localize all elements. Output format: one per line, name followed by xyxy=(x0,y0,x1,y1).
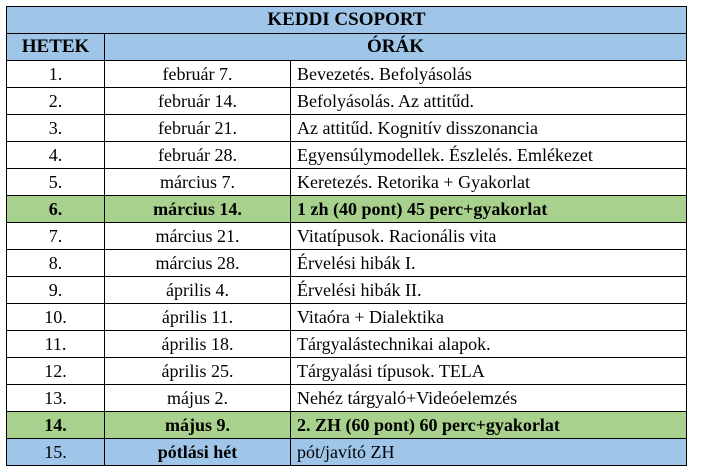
class-topic: Befolyásolás. Az attitűd. xyxy=(291,88,687,115)
table-row xyxy=(7,142,687,169)
week-number: 8. xyxy=(7,250,105,277)
table-row xyxy=(7,277,687,304)
table-row xyxy=(7,331,687,358)
header-row xyxy=(7,34,687,61)
class-date: február 28. xyxy=(105,142,291,169)
table-title: KEDDI CSOPORT xyxy=(7,7,687,34)
class-topic: 1 zh (40 pont) 45 perc+gyakorlat xyxy=(291,196,687,223)
class-date: április 18. xyxy=(105,331,291,358)
class-topic: Nehéz tárgyaló+Videóelemzés xyxy=(291,385,687,412)
class-date: február 14. xyxy=(105,88,291,115)
class-date: március 14. xyxy=(105,196,291,223)
table-row xyxy=(7,358,687,385)
classes-column-header: ÓRÁK xyxy=(105,34,687,61)
class-date: március 21. xyxy=(105,223,291,250)
class-date: május 2. xyxy=(105,385,291,412)
table-row xyxy=(7,385,687,412)
week-number: 11. xyxy=(7,331,105,358)
week-number: 2. xyxy=(7,88,105,115)
title-row xyxy=(7,7,687,34)
class-topic: Az attitűd. Kognitív disszonancia xyxy=(291,115,687,142)
week-number: 9. xyxy=(7,277,105,304)
class-topic: Érvelési hibák II. xyxy=(291,277,687,304)
week-number: 7. xyxy=(7,223,105,250)
week-number: 4. xyxy=(7,142,105,169)
table-row xyxy=(7,88,687,115)
table-row xyxy=(7,169,687,196)
week-column-header: HETEK xyxy=(7,34,105,61)
table-row xyxy=(7,61,687,88)
class-date: február 21. xyxy=(105,115,291,142)
week-number: 6. xyxy=(7,196,105,223)
table-row xyxy=(7,223,687,250)
week-number: 5. xyxy=(7,169,105,196)
class-date: március 7. xyxy=(105,169,291,196)
week-number: 14. xyxy=(7,412,105,439)
class-topic: pót/javító ZH xyxy=(291,439,687,466)
exam-row xyxy=(7,196,687,223)
week-number: 12. xyxy=(7,358,105,385)
class-topic: Tárgyalási típusok. TELA xyxy=(291,358,687,385)
class-date: május 9. xyxy=(105,412,291,439)
class-topic: Érvelési hibák I. xyxy=(291,250,687,277)
week-number: 13. xyxy=(7,385,105,412)
table-row xyxy=(7,250,687,277)
week-number: 10. xyxy=(7,304,105,331)
table-row xyxy=(7,115,687,142)
class-topic: Tárgyalástechnikai alapok. xyxy=(291,331,687,358)
class-topic: Egyensúlymodellek. Észlelés. Emlékezet xyxy=(291,142,687,169)
class-topic: Vitaóra + Dialektika xyxy=(291,304,687,331)
week-number: 15. xyxy=(7,439,105,466)
table-row xyxy=(7,304,687,331)
class-date: április 11. xyxy=(105,304,291,331)
class-topic: Bevezetés. Befolyásolás xyxy=(291,61,687,88)
week-number: 3. xyxy=(7,115,105,142)
class-topic: 2. ZH (60 pont) 60 perc+gyakorlat xyxy=(291,412,687,439)
class-topic: Keretezés. Retorika + Gyakorlat xyxy=(291,169,687,196)
retake-row xyxy=(7,439,687,466)
week-number: 1. xyxy=(7,61,105,88)
class-date: március 28. xyxy=(105,250,291,277)
class-topic: Vitatípusok. Racionális vita xyxy=(291,223,687,250)
exam-row xyxy=(7,412,687,439)
class-date: február 7. xyxy=(105,61,291,88)
class-date: április 25. xyxy=(105,358,291,385)
class-date: pótlási hét xyxy=(105,439,291,466)
schedule-table xyxy=(6,6,687,466)
class-date: április 4. xyxy=(105,277,291,304)
